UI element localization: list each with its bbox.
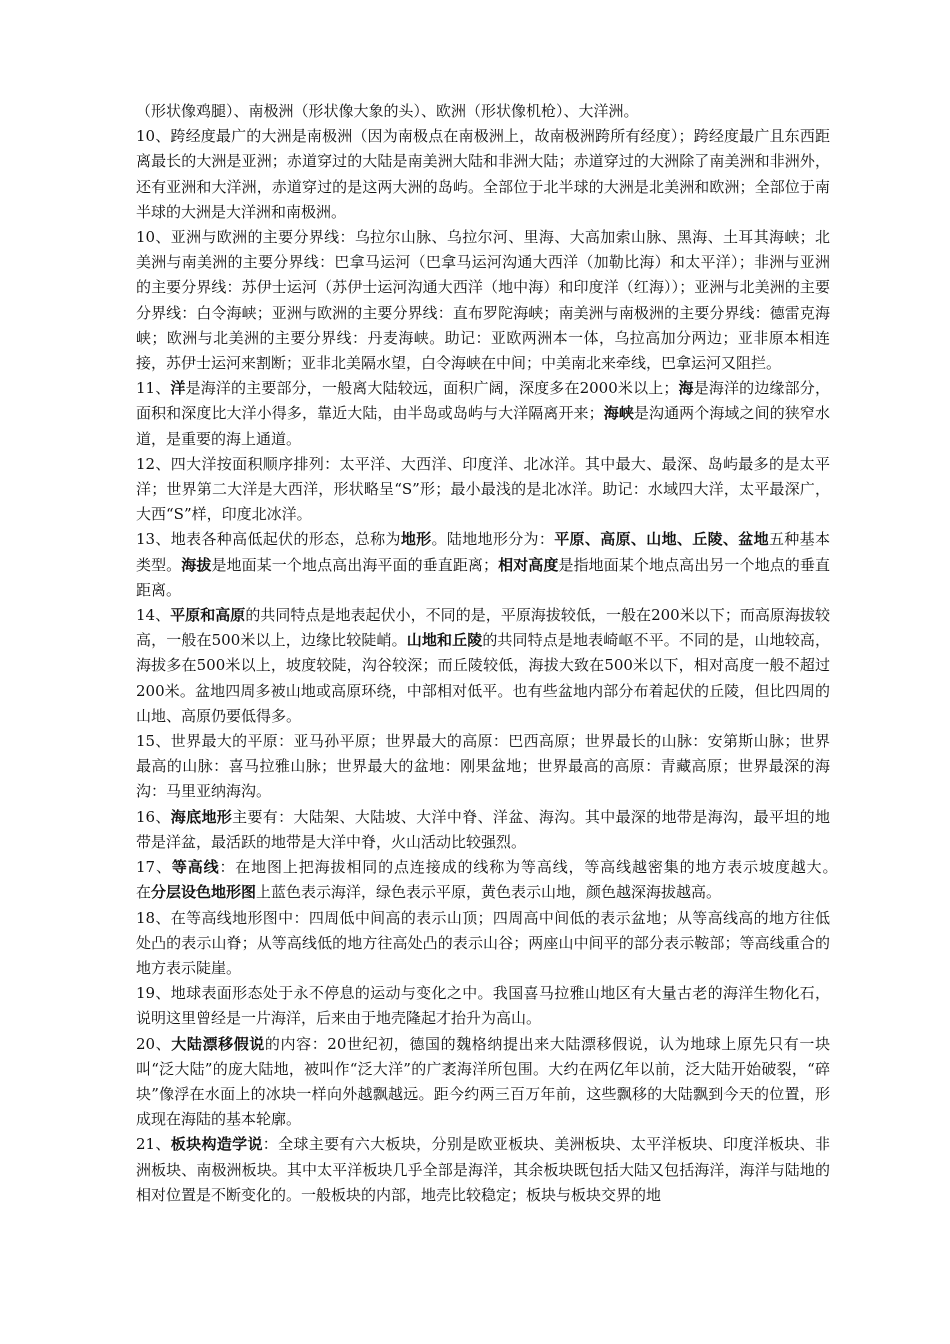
text-run: 是海洋的边缘部分，面积和深度比大洋小得多，靠近大陆，由半岛或岛屿与大洋隔离开来；: [136, 379, 830, 423]
paragraph: [136, 527, 830, 603]
text-run: 17、: [136, 858, 172, 877]
bold-term: 大陆漂移假说: [171, 1034, 265, 1053]
text-run: 五种基本类型。: [136, 530, 830, 574]
paragraph: [136, 1032, 830, 1133]
bold-term: 海峡: [603, 404, 634, 423]
bold-term: 海底地形: [170, 807, 233, 826]
text-run: 主要有：大陆架、大陆坡、大洋中脊、洋盆、海沟。其中最深的地带是海沟，最平坦的地带是洋盆，最活跃的地带是大洋中脊，火山活动比较强烈。: [136, 807, 830, 851]
text-run: （形状像鸡腿）、南极洲（形状像大象的头）、欧洲（形状像机枪）、大洋洲。: [136, 102, 639, 120]
text-run: 是地面某一个地点高出海平面的垂直距离；: [211, 555, 499, 574]
text-run: ：在地图上把海拔相同的点连接成的线称为等高线，等高线越密集的地方表示坡度越大。 在: [136, 858, 860, 902]
paragraph: [136, 124, 830, 225]
text-run: ：全球主要有六大板块，分别是欧亚板块、美洲板块、太平洋板块、印度洋板块、非洲板块、南极洲板块。其中太平洋板块几乎全部是海洋，其余板块既包括大陆又包括海洋，海洋与陆地的相对位置是不断变化的。一般板块的内部，地壳比较稳定；板块与板块交界的地: [136, 1135, 830, 1204]
text-run: 是沟通两个海域之间的狭窄水道，是重要的海上通道。: [136, 404, 830, 448]
bold-term: 平原和高原: [170, 606, 246, 625]
paragraph: [136, 225, 830, 376]
paragraph: [136, 603, 830, 729]
text-run: 20、: [136, 1034, 172, 1053]
text-run: 13、地表各种高低起伏的形态，总称为: [136, 530, 401, 549]
text-run: 的共同特点是地表崎岖不平。不同的是，山地较高，海拔多在500米以上，坡度较陡，沟谷较深；而丘陵较低，海拔大致在500米以下，相对高度一般不超过200米。盆地四周多被山地或高原环绕，中部相对低平。也有些盆地内部分布着起伏的丘陵，但比四周的山地、高原仍要低得多。: [136, 631, 830, 725]
bold-term: 平原、高原、山地、丘陵、盆地: [554, 530, 769, 549]
document-body: [136, 99, 860, 1208]
text-run: 16、: [136, 807, 171, 826]
text-run: 18、在等高线地形图中：四周低中间高的表示山顶；四周高中间低的表示盆地；从等高线高的地方往低处凸的表示山脊；从等高线低的地方往高处凸的表示山谷；两座山中间平的部分表示鞍部；等高线重合的地方表示陡崖。: [136, 908, 830, 977]
text-run: 上蓝色表示海洋，绿色表示平原，黄色表示山地，颜色越深海拔越高。: [256, 883, 722, 902]
text-run: 11、: [136, 379, 171, 398]
bold-term: 地形: [400, 530, 432, 549]
text-run: 的共同特点是地表起伏小，不同的是，平原海拔较低，一般在200米以下；而高原海拔较高，一般在500米以上，边缘比较陡峭。: [136, 606, 830, 650]
text-run: 是指地面某个地点高出另一个地点的垂直距离。: [136, 555, 830, 599]
text-run: 10、亚洲与欧洲的主要分界线：乌拉尔山脉、乌拉尔河、里海、大高加索山脉、黑海、土耳其海峡；北美洲与南美洲的主要分界线：巴拿马运河（巴拿马运河沟通大西洋（加勒比海）和太平洋）；非洲与亚洲的主要分界线：苏伊士运河（苏伊士运河沟通大西洋（地中海）和印度洋（红海））；亚洲与北美洲的主要分界线：白令海峡；亚洲与欧洲的主要分界线：直布罗陀海峡；南美洲与南极洲的主要分界线：德雷克海峡；欧洲与北美洲的主要分界线：丹麦海峡。助记：亚欧两洲本一体，乌拉高加分两边；亚非原本相连接，苏伊士运河来割断；亚非北美隔水望，白令海峡在中间；中美南北来牵线，巴拿运河又阻拦。: [136, 228, 830, 373]
text-run: 19、地球表面形态处于永不停息的运动与变化之中。我国喜马拉雅山地区有大量古老的海洋生物化石，说明这里曾经是一片海洋，后来由于地壳隆起才抬升为高山。: [136, 984, 830, 1028]
paragraph: [136, 376, 830, 452]
text-run: 10、跨经度最广的大洲是南极洲（因为南极点在南极洲上，故南极洲跨所有经度）；跨经度最广且东西距离最长的大洲是亚洲；赤道穿过的大陆是南美洲大陆和非洲大陆；赤道穿过的大洲除了南美洲和非洲外，还有亚洲和大洋洲，赤道穿过的是这两大洲的岛屿。全部位于北半球的大洲是北美洲和欧洲；全部位于南半球的大洲是大洋洲和南极洲。: [136, 127, 830, 221]
paragraph: [136, 855, 860, 905]
paragraph: [136, 1132, 830, 1208]
text-run: 15、世界最大的平原：亚马孙平原；世界最大的高原：巴西高原；世界最长的山脉：安第斯山脉；世界最高的山脉：喜马拉雅山脉；世界最大的盆地：刚果盆地；世界最高的高原：青藏高原；世界最深的海沟：马里亚纳海沟。: [136, 732, 830, 801]
paragraph: [136, 805, 830, 855]
bold-term: 海拔: [181, 555, 212, 574]
bold-term: 相对高度: [498, 555, 559, 574]
paragraph: [136, 981, 830, 1031]
paragraph: [136, 906, 830, 982]
paragraph: [136, 452, 830, 528]
text-run: 。陆地地形分为：: [431, 530, 555, 549]
bold-term: 山地和丘陵: [406, 631, 483, 650]
bold-term: 分层设色地形图: [151, 883, 257, 902]
text-run: 的内容：20世纪初，德国的魏格纳提出来大陆漂移假说，认为地球上原先只有一块叫“泛大陆”的庞大陆地，被叫作“泛大洋”的广袤海洋所包围。大约在两亿年以前，泛大陆开始破裂，“碎块”像浮在水面上的冰块一样向外越飘越远。距今约两三百万年前，这些飘移的大陆飘到今天的位置，形成现在海陆的基本轮廓。: [136, 1034, 830, 1129]
paragraph: [136, 99, 830, 124]
text-run: 12、四大洋按面积顺序排列：太平洋、大西洋、印度洋、北冰洋。其中最大、最深、岛屿最多的是太平洋；世界第二大洋是大西洋，形状略呈“S”形；最小最浅的是北冰洋。助记：水域四大洋，太平最深广， 大西“S”样，印度北冰洋。: [136, 454, 830, 524]
text-run: 是海洋的主要部分，一般离大陆较远，面积广阔，深度多在2000米以上；: [185, 379, 679, 398]
bold-term: 板块构造学说: [170, 1135, 263, 1154]
text-run: 14、: [136, 606, 171, 625]
bold-term: 洋: [170, 379, 186, 398]
text-run: 21、: [136, 1135, 171, 1154]
bold-term: 等高线: [171, 858, 220, 877]
paragraph: [136, 729, 830, 805]
bold-term: 海: [678, 379, 694, 398]
